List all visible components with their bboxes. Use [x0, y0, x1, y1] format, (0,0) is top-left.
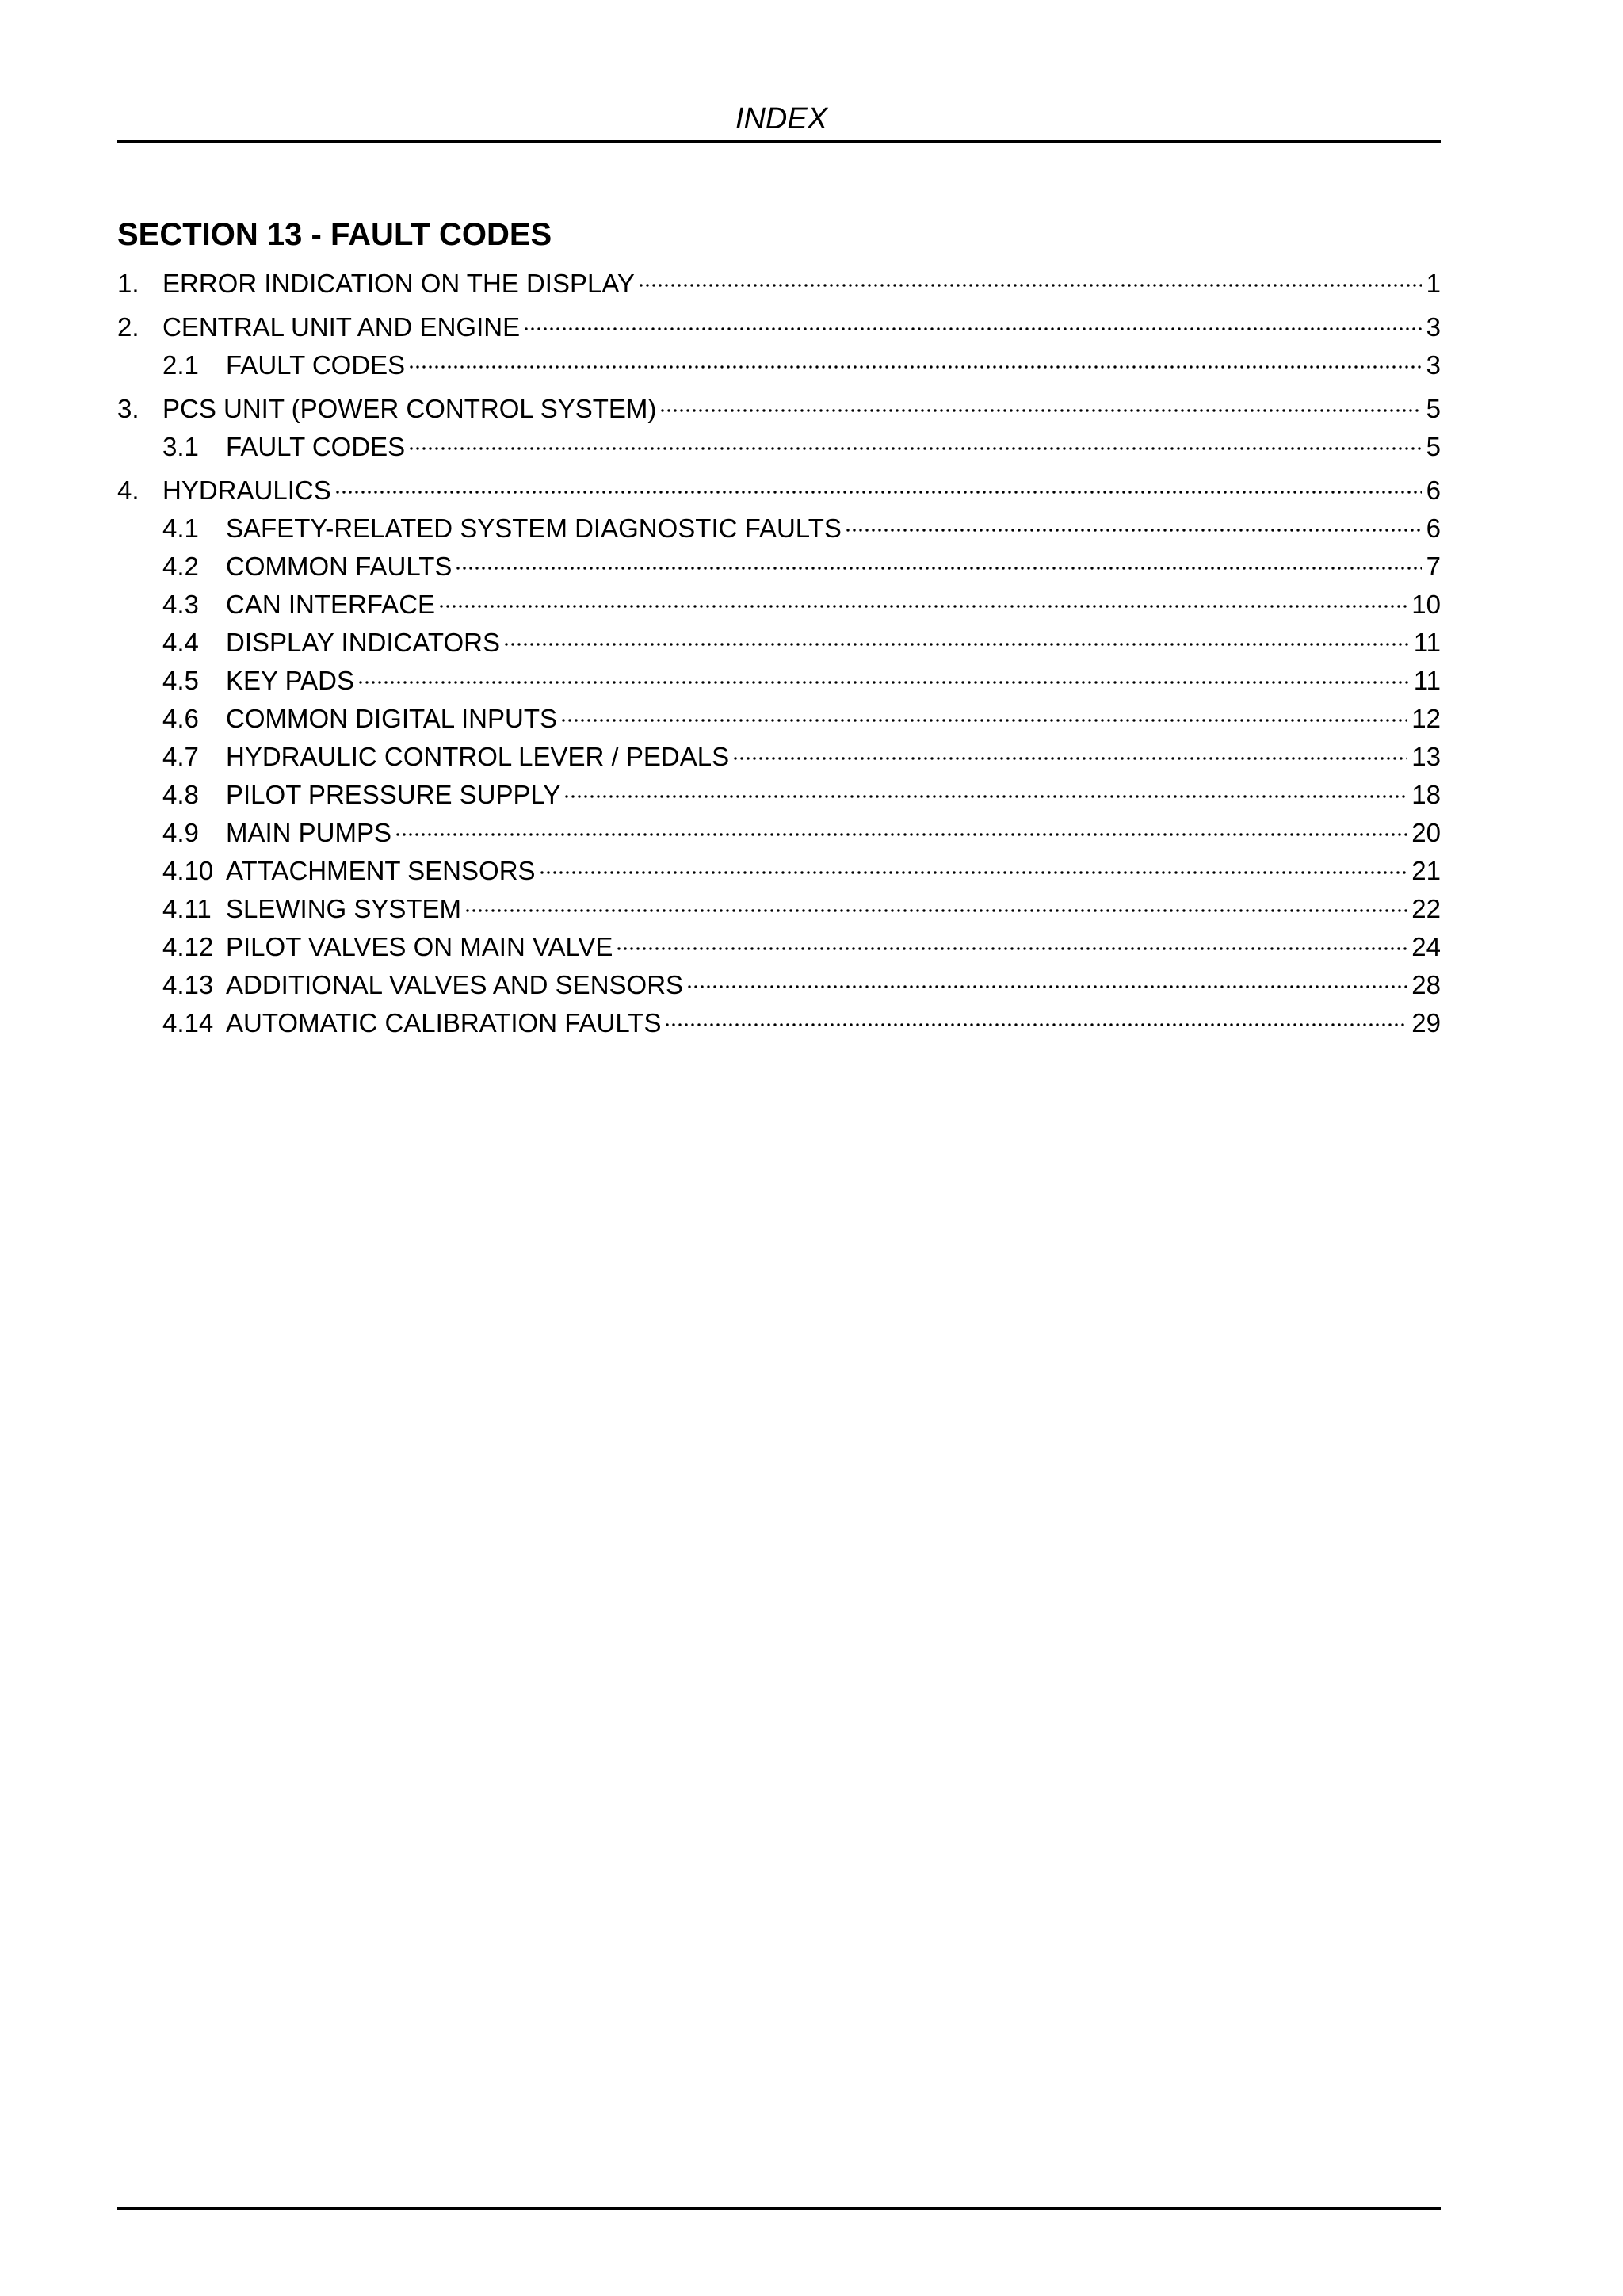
- toc-entry-page: 1: [1426, 269, 1441, 298]
- toc-dot-leader: [638, 281, 1422, 289]
- toc-entry-label: SLEWING SYSTEM: [226, 894, 462, 923]
- toc-dot-leader: [438, 602, 1407, 610]
- toc-entry[interactable]: [117, 589, 1441, 621]
- table-of-contents: [117, 268, 1441, 1039]
- toc-entry-label: COMMON DIGITAL INPUTS: [226, 704, 558, 733]
- toc-entry-label: DISPLAY INDICATORS: [226, 628, 500, 657]
- toc-entry[interactable]: [117, 475, 1441, 506]
- toc-entry-label: FAULT CODES: [226, 432, 406, 461]
- toc-entry-page: 20: [1411, 818, 1441, 847]
- toc-entry[interactable]: [117, 931, 1441, 963]
- toc-entry[interactable]: [117, 393, 1441, 425]
- toc-entry-number: 4.6: [162, 704, 199, 733]
- toc-entry-label: CENTRAL UNIT AND ENGINE: [162, 312, 521, 342]
- toc-dot-leader: [455, 564, 1421, 572]
- toc-dot-leader: [560, 716, 1407, 724]
- toc-entry-number: 3.1: [162, 432, 199, 461]
- toc-dot-leader: [334, 488, 1422, 496]
- toc-entry-page: 28: [1411, 970, 1441, 999]
- toc-dot-leader: [523, 325, 1422, 333]
- toc-dot-leader: [464, 907, 1407, 915]
- toc-entry[interactable]: [117, 893, 1441, 925]
- toc-entry[interactable]: [117, 855, 1441, 887]
- toc-entry[interactable]: [117, 513, 1441, 544]
- toc-dot-leader: [357, 678, 1409, 686]
- toc-entry-number: 4.13: [162, 970, 214, 999]
- toc-entry-label: CAN INTERFACE: [226, 590, 436, 619]
- toc-entry-number: 4.5: [162, 666, 199, 695]
- toc-entry-label: HYDRAULICS: [162, 476, 331, 505]
- toc-entry-label: COMMON FAULTS: [226, 552, 453, 581]
- toc-entry-number: 4.2: [162, 552, 199, 581]
- toc-entry-page: 29: [1411, 1008, 1441, 1037]
- toc-entry-page: 12: [1411, 704, 1441, 733]
- page-header-title: INDEX: [735, 102, 828, 136]
- toc-entry[interactable]: [117, 741, 1441, 773]
- toc-entry-label: PILOT PRESSURE SUPPLY: [226, 780, 561, 809]
- toc-entry-label: FAULT CODES: [226, 350, 406, 380]
- toc-entry[interactable]: [117, 551, 1441, 583]
- toc-entry-page: 3: [1426, 350, 1441, 380]
- toc-entry-number: 4.10: [162, 856, 214, 885]
- toc-entry-page: 6: [1426, 476, 1441, 505]
- toc-entry-page: 5: [1426, 432, 1441, 461]
- toc-entry-label: MAIN PUMPS: [226, 818, 392, 847]
- toc-entry-label: ATTACHMENT SENSORS: [226, 856, 536, 885]
- toc-dot-leader: [408, 363, 1421, 371]
- toc-entry-label: HYDRAULIC CONTROL LEVER / PEDALS: [226, 742, 730, 771]
- toc-entry[interactable]: [117, 779, 1441, 811]
- toc-entry-number: 4.7: [162, 742, 199, 771]
- toc-entry[interactable]: [117, 311, 1441, 343]
- toc-entry-page: 6: [1426, 514, 1441, 543]
- toc-dot-leader: [503, 640, 1409, 648]
- toc-dot-leader: [732, 755, 1407, 762]
- toc-entry-page: 7: [1426, 552, 1441, 581]
- toc-entry-number: 4.9: [162, 818, 199, 847]
- toc-entry-number: 3.: [117, 394, 139, 423]
- toc-entry-number: 4.11: [162, 894, 212, 923]
- toc-dot-leader: [616, 945, 1407, 953]
- toc-entry-number: 2.1: [162, 350, 199, 380]
- toc-entry-page: 5: [1426, 394, 1441, 423]
- toc-entry-number: 4.14: [162, 1008, 214, 1037]
- toc-entry-page: 22: [1411, 894, 1441, 923]
- toc-entry-number: 4.12: [162, 932, 214, 961]
- toc-entry-number: 1.: [117, 269, 139, 298]
- toc-dot-leader: [659, 407, 1421, 415]
- toc-entry-number: 4.8: [162, 780, 199, 809]
- toc-entry-number: 4.1: [162, 514, 199, 543]
- section-title: SECTION 13 - FAULT CODES: [117, 217, 552, 252]
- toc-entry-page: 21: [1411, 856, 1441, 885]
- toc-entry[interactable]: [117, 350, 1441, 381]
- toc-dot-leader: [395, 831, 1407, 839]
- toc-entry[interactable]: [117, 627, 1441, 659]
- toc-entry-number: 4.3: [162, 590, 199, 619]
- toc-entry-page: 18: [1411, 780, 1441, 809]
- toc-dot-leader: [539, 869, 1407, 877]
- toc-entry[interactable]: [117, 703, 1441, 735]
- toc-entry-label: ERROR INDICATION ON THE DISPLAY: [162, 269, 635, 298]
- header-rule: [117, 140, 1441, 143]
- toc-entry[interactable]: [117, 817, 1441, 849]
- toc-dot-leader: [408, 445, 1421, 453]
- toc-entry-number: 4.: [117, 476, 139, 505]
- toc-entry[interactable]: [117, 1007, 1441, 1039]
- toc-entry-label: ADDITIONAL VALVES AND SENSORS: [226, 970, 684, 999]
- toc-entry-page: 3: [1426, 312, 1441, 342]
- toc-entry-page: 11: [1413, 666, 1441, 695]
- toc-entry-page: 10: [1411, 590, 1441, 619]
- footer-rule: [117, 2207, 1441, 2210]
- toc-entry[interactable]: [117, 969, 1441, 1001]
- toc-entry-number: 2.: [117, 312, 139, 342]
- toc-entry[interactable]: [117, 268, 1441, 300]
- toc-entry-label: SAFETY-RELATED SYSTEM DIAGNOSTIC FAULTS: [226, 514, 842, 543]
- toc-entry[interactable]: [117, 431, 1441, 463]
- toc-entry-label: PCS UNIT (POWER CONTROL SYSTEM): [162, 394, 657, 423]
- toc-entry-label: AUTOMATIC CALIBRATION FAULTS: [226, 1008, 662, 1037]
- toc-dot-leader: [664, 1021, 1407, 1029]
- toc-entry-label: PILOT VALVES ON MAIN VALVE: [226, 932, 613, 961]
- toc-entry-label: KEY PADS: [226, 666, 355, 695]
- toc-entry-number: 4.4: [162, 628, 199, 657]
- toc-entry-page: 11: [1413, 628, 1441, 657]
- toc-entry[interactable]: [117, 665, 1441, 697]
- toc-dot-leader: [845, 526, 1422, 534]
- toc-entry-page: 13: [1411, 742, 1441, 771]
- toc-dot-leader: [563, 793, 1407, 800]
- toc-dot-leader: [686, 983, 1407, 991]
- toc-entry-page: 24: [1411, 932, 1441, 961]
